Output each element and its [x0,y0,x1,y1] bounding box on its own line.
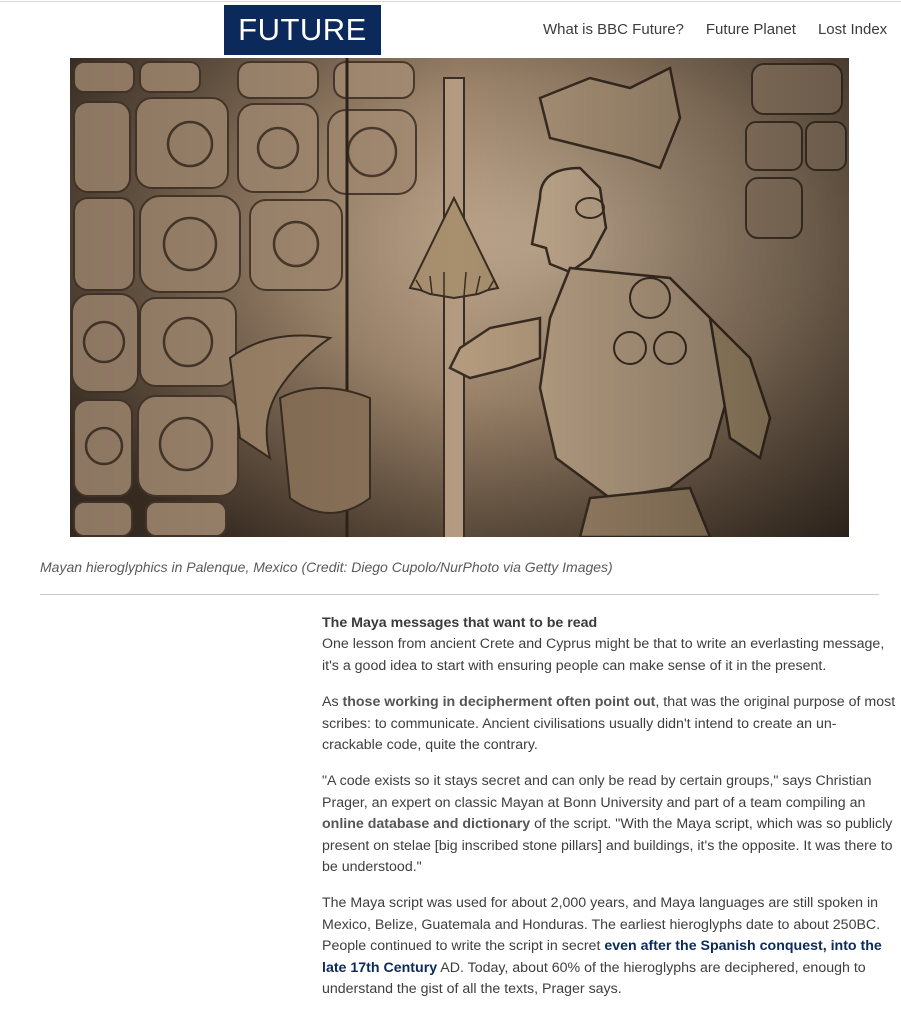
image-caption: Mayan hieroglyphics in Palenque, Mexico (Credit: Diego Cupolo/NurPhoto via Getty Images) [40,559,613,575]
nav-item-future-planet[interactable]: Future Planet [705,21,796,38]
paragraph-4: The Maya script was used for about 2,000 years, and Maya languages are still spoken in Mexico, Belize, Guatemala and Honduras. The earliest hieroglyphs date to about 250BC. People continued to write the script in secret even after the Spanish conquest, into the late 17th Century AD. Today, about 60% of the hieroglyphs are deciphered, enough to understand the gist of all the texts, Prager says. [322,895,882,998]
future-logo[interactable] [224,5,381,55]
mayan-relief-illustration [70,58,849,537]
top-border [0,1,901,2]
nav-item-lost-index[interactable]: Lost Index [817,21,888,38]
spanish-conquest-link[interactable]: even after the Spanish conquest, into the late 17th Century [322,938,882,976]
divider [40,594,879,595]
logo-text: FUTURE [238,12,367,47]
article-body [322,613,896,1016]
paragraph-3: "A code exists so it stays secret and can only be read by certain groups," says Christian Prager, an expert on classic Mayan at Bonn University and part of a team compiling an online database and dictionary of the script. "With the Maya script, which was so publicly present on stelae [big inscribed stone pillars] and buildings, it's the opposite. It was there to be understood." [322,773,893,876]
online-database-link[interactable]: online database and dictionary [322,816,531,833]
paragraph-2: As those working in decipherment often point out, that was the original purpose of most scribes: to communicate. Ancient civilisations usually didn't intend to create an un-crackable code, quite the contrary. [322,694,896,754]
paragraph-1: One lesson from ancient Crete and Cyprus might be that to write an everlasting message, it's a good idea to start with ensuring people can make sense of it in the present. [322,636,885,674]
decipherment-link[interactable]: those working in decipherment often point out [342,694,656,711]
section-heading: The Maya messages that want to be read [322,615,598,631]
nav-item-what-is-bbc-future[interactable]: What is BBC Future? [543,21,684,38]
top-nav [543,20,887,40]
hero-image [70,58,849,537]
